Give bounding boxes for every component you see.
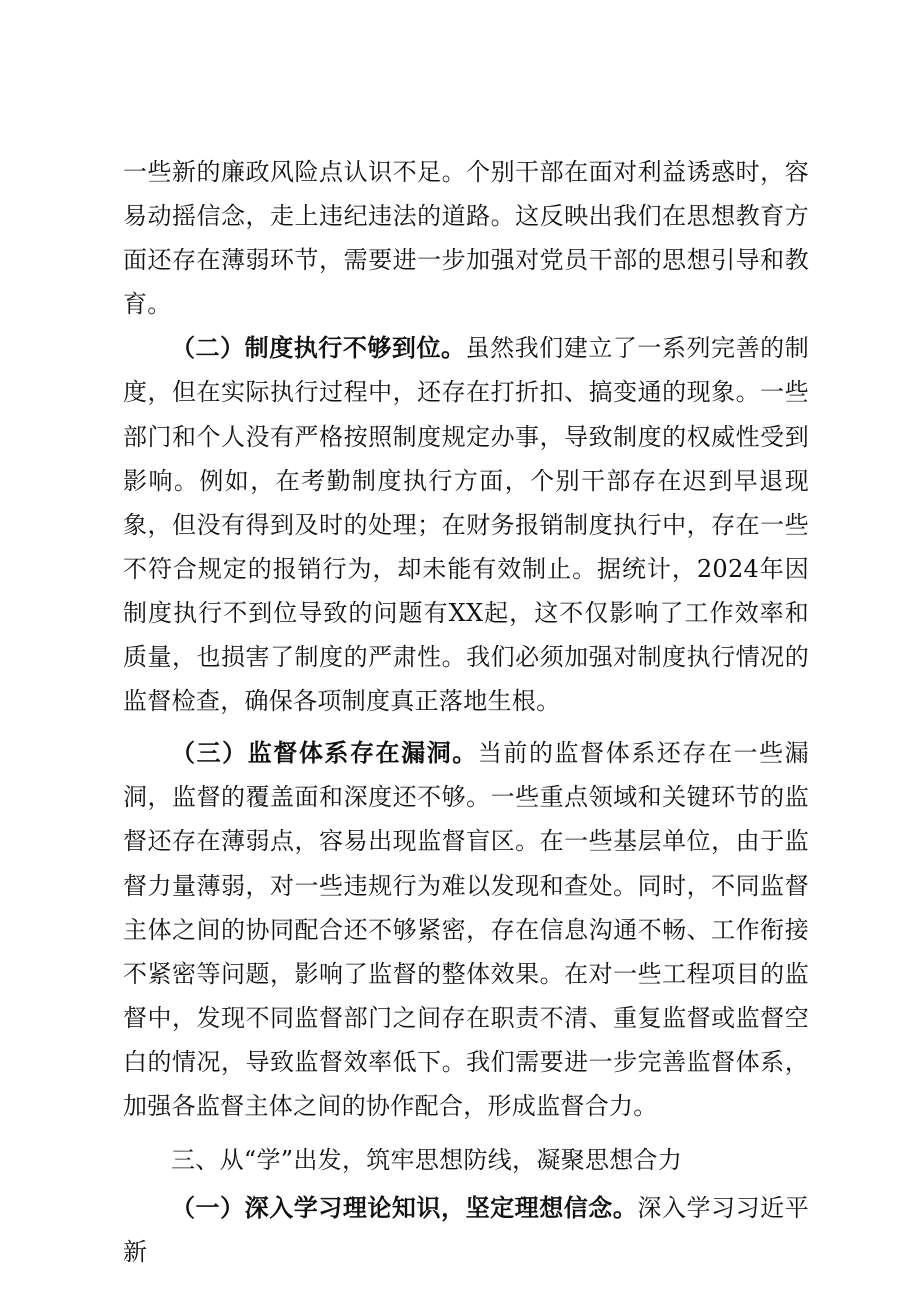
- paragraph-lead-title: （一）深入学习理论知识，坚定理想信念。: [171, 1194, 638, 1223]
- paragraph-item-4: [123, 1186, 809, 1274]
- paragraph-text: 一些新的廉政风险点认识不足。个别干部在面对利益诱惑时，容易动摇信念，走上违纪违法的道路。这反映出我们在思想教育方面还存在薄弱环节，需要进一步加强对党员干部的思想引导和教育。: [123, 158, 809, 319]
- paragraph-text: 当前的监督体系还存在一些漏洞，监督的覆盖面和深度还不够。一些重点领域和关键环节的监督还存在薄弱点，容易出现监督盲区。在一些基层单位，由于监督力量薄弱，对一些违规行为难以发现和查处。同时，不同监督主体之间的协同配合还不够紧密，存在信息沟通不畅、工作衔接不紧密等问题，影响了监督的整体效果。在对一些工程项目的监督中，发现不同监督部门之间存在职责不清、重复监督或监督空白的情况，导致监督效率低下。我们需要进一步完善监督体系，加强各监督主体之间的协作配合，形成监督合力。: [123, 739, 809, 1120]
- paragraph-item-3: [123, 731, 809, 1128]
- document-body: [123, 150, 809, 1274]
- paragraph-text: 深入学习习近平新: [123, 1194, 809, 1267]
- section-heading: [123, 1138, 809, 1182]
- paragraph-item-2: [123, 326, 809, 723]
- paragraph-continuation: [123, 150, 809, 326]
- paragraph-text: 虽然我们建立了一系列完善的制度，但在实际执行过程中，还存在打折扣、搞变通的现象。一些部门和个人没有严格按照制度规定办事，导致制度的权威性受到影响。例如，在考勤制度执行方面，个别干部存在迟到早退现象，但没有得到及时的处理；在财务报销制度执行中，存在一些不符合规定的报销行为，却未能有效制止。据统计，2024年因制度执行不到位导致的问题有XX起，这不仅影响了工作效率和质量，也损害了制度的严肃性。我们必须加强对制度执行情况的监督检查，确保各项制度真正落地生根。: [123, 334, 809, 716]
- paragraph-lead-title: （三）监督体系存在漏洞。: [171, 739, 478, 768]
- paragraph-lead-title: （二）制度执行不够到位。: [171, 334, 466, 363]
- section-heading-text: 三、从“学”出发，筑牢思想防线，凝聚思想合力: [171, 1146, 683, 1175]
